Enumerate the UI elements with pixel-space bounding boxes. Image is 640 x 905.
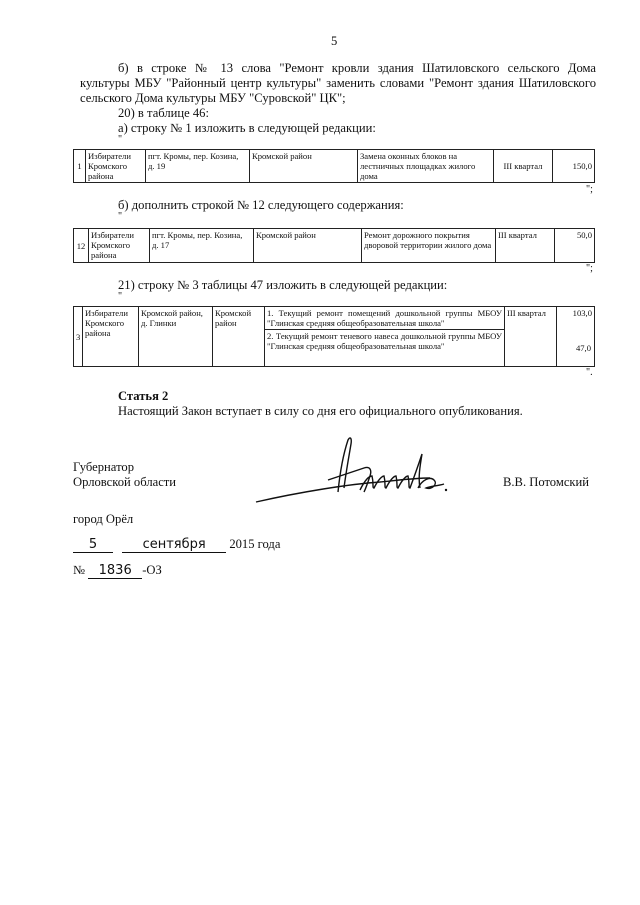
- cell-work: [265, 307, 505, 367]
- signer-name: В.В. Потомский: [503, 475, 590, 489]
- table3-open-quote: ": [118, 291, 123, 302]
- article-title: Статья 2: [118, 389, 169, 403]
- paragraph-b13-line2: культуры МБУ "Районный центр культуры" заменить словами "Ремонт здания Шатиловского: [80, 76, 596, 90]
- date-day: 5: [73, 537, 113, 553]
- number-sign: №: [73, 563, 86, 577]
- page-number: 5: [331, 34, 338, 48]
- cell-district: Кромской район: [213, 307, 265, 367]
- table2-close-quote: ";: [586, 263, 593, 274]
- table-47-row-3: [73, 306, 595, 367]
- cell-work: Замена оконных блоков на лестничных площадках жилого дома: [358, 150, 494, 183]
- row-number: 1: [74, 150, 86, 183]
- cell-amount: [557, 307, 595, 367]
- paragraph-b13-line1: б) в строке № 13 слова "Ремонт кровли здания Шатиловского сельского Дома: [118, 61, 596, 75]
- place: город Орёл: [73, 512, 134, 526]
- handwritten-signature: [240, 432, 460, 512]
- cell-address: пгт. Кромы, пер. Козина, д. 19: [146, 150, 250, 183]
- article-text: Настоящий Закон вступает в силу со дня его официального опубликования.: [118, 404, 523, 418]
- table1-close-quote: ";: [586, 184, 593, 195]
- item-20b: б) дополнить строкой № 12 следующего содержания:: [118, 198, 404, 212]
- table2-open-quote: ": [118, 211, 123, 222]
- signer-position-line1: Губернатор: [73, 460, 134, 474]
- table-row: [74, 307, 595, 367]
- cell-address: Кромской район, д. Глинки: [139, 307, 213, 367]
- amount-2: 47,0: [575, 343, 591, 353]
- work-item-2: 2. Текущий ремонт теневого навеса дошкольной группы МБОУ "Глинская средняя общеобразовательная школа": [267, 331, 502, 351]
- row-number: 12: [74, 229, 89, 263]
- cell-initiator: Избиратели Кромского района: [86, 150, 146, 183]
- signer-position-line2: Орловской области: [73, 475, 177, 489]
- cell-amount: 50,0: [555, 229, 595, 263]
- cell-initiator: Избиратели Кромского района: [89, 229, 150, 263]
- cell-district: Кромской район: [254, 229, 362, 263]
- law-number-suffix: -ОЗ: [142, 563, 162, 577]
- date-year: 2015 года: [229, 537, 281, 551]
- item-20: 20) в таблице 46:: [118, 106, 209, 120]
- amount-1: 103,0: [572, 308, 592, 318]
- cell-amount: 150,0: [553, 150, 595, 183]
- law-number-line: [73, 563, 162, 579]
- cell-quarter: III квартал: [496, 229, 555, 263]
- cell-quarter: III квартал: [494, 150, 553, 183]
- paragraph-b13-line3: сельского Дома культуры МБУ "Суровской" ЦК";: [80, 91, 346, 105]
- table1-open-quote: ": [118, 134, 123, 145]
- cell-work: Ремонт дорожного покрытия дворовой территории жилого дома: [362, 229, 496, 263]
- table-46-row-12: [73, 228, 595, 263]
- law-number: 1836: [88, 563, 142, 579]
- cell-district: Кромской район: [250, 150, 358, 183]
- table-row: [74, 150, 595, 183]
- item-21: 21) строку № 3 таблицы 47 изложить в следующей редакции:: [118, 278, 448, 292]
- item-20a: а) строку № 1 изложить в следующей редакции:: [118, 121, 376, 135]
- cell-quarter: III квартал: [505, 307, 557, 367]
- row-number: 3: [74, 307, 83, 367]
- cell-initiator: Избиратели Кромского района: [83, 307, 139, 367]
- table3-close-quote: ".: [586, 367, 593, 378]
- table-row: [74, 229, 595, 263]
- cell-address: пгт. Кромы, пер. Козина, д. 17: [150, 229, 254, 263]
- table-46-row-1: [73, 149, 595, 183]
- date-month: сентября: [122, 537, 226, 553]
- work-item-1: 1. Текущий ремонт помещений дошкольной группы МБОУ "Глинская средняя общеобразовательная школа": [267, 308, 502, 328]
- date-line: [73, 537, 280, 553]
